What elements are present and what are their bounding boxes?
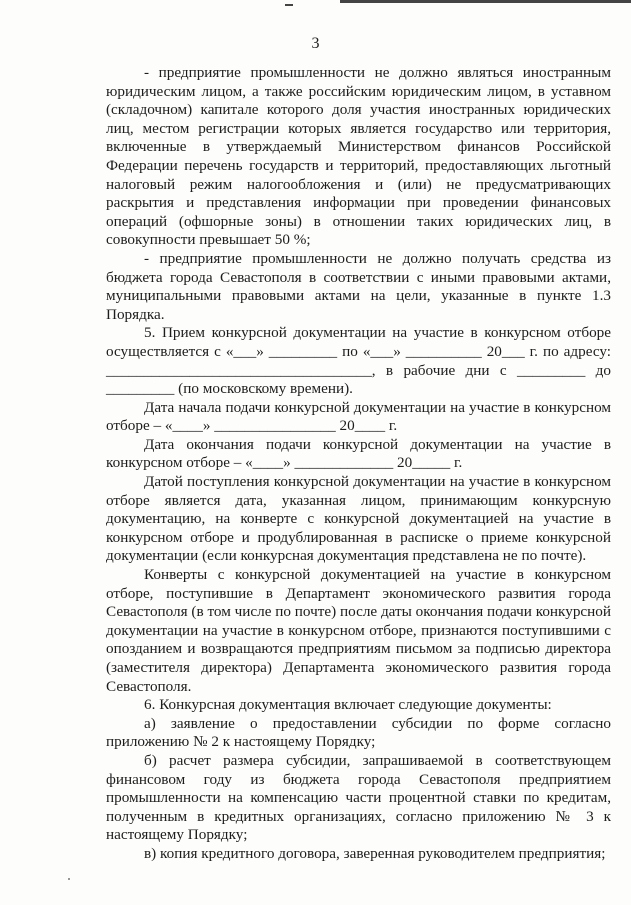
list-item-credit-agreement: в) копия кредитного договора, заверенная руководителем предприятия; [144,844,606,862]
scan-speck [68,878,70,880]
list-item-application: а) заявление о предоставлении субсидии по форме согласно приложению № 2 к настоящему Порядку; [106,714,611,751]
paragraph-budget-restriction: - предприятие промышленности не должно получать средства из бюджета города Севастополя в соответствии с иными правовыми актами, муниципальными правовыми актами на цели, указанные в пункте 1.3 Порядка. [106,249,611,323]
paragraph-submission-period: 5. Прием конкурсной документации на участие в конкурсном отборе осуществляется с «___» _________ по «___» __________ 20___ г. по адресу: ___________________________________, в рабочие дни с _________ до _________ (по московскому времени). [106,324,611,398]
scan-edge-mark [285,4,293,6]
list-item-subsidy-calculation: б) расчет размера субсидии, запрашиваемой в соответствующем финансовом году из бюджета города Севастополя предприятием промышленности на компенсацию части процентной ставки по кредитам, полученным в кредитных организациях, согласно приложению № 3 к настоящему Порядку; [106,751,611,844]
paragraph-documents-list-heading: 6. Конкурсная документация включает следующие документы: [144,696,552,714]
paragraph-receipt-date: Датой поступления конкурсной документации на участие в конкурсном отборе является дата, указанная лицом, принимающим конкурсную документацию, на конверте с конкурсной документацией на участие в конкурсном отборе и продублированная в расписке о приеме конкурсной документации (если конкурсная документация представлена не по почте). [106,473,611,565]
paragraph-late-envelopes: Конверты с конкурсной документацией на участие в конкурсном отборе, поступившие в Департамент экономического развития города Севастополя (в том числе по почте) после даты окончания подачи конкурсной документации на участие в конкурсном отборе, признаются поступившими с опозданием и возвращаются предприятиям письмом за подписью директора (заместителя директора) Департамента экономического развития города Севастополя. [106,566,611,695]
paragraph-offshore-restriction: - предприятие промышленности не должно являться иностранным юридическим лицом, а также российским юридическим лицом, в уставном (складочном) капитале которого доля участия иностранных юридических лиц, местом регистрации которых является государство или территория, включенные в утверждаемый Министерством финансов Российской Федерации перечень государств и территорий, предоставляющих льготный налоговый режим налогообложения и (или) не предусматривающих раскрытия и представления информации при проведении финансовых операций (офшорные зоны) в отношении таких юридических лиц, в совокупности превышает 50 %; [106,64,611,249]
scan-edge-mark [340,0,631,3]
page-number: 3 [311,35,320,52]
document-body [106,64,611,864]
paragraph-start-date: Дата начала подачи конкурсной документации на участие в конкурсном отборе – «____» ________________ 20____ г. [106,398,611,435]
paragraph-end-date: Дата окончания подачи конкурсной документации на участие в конкурсном отборе – «____» _____________ 20_____ г. [106,435,611,472]
